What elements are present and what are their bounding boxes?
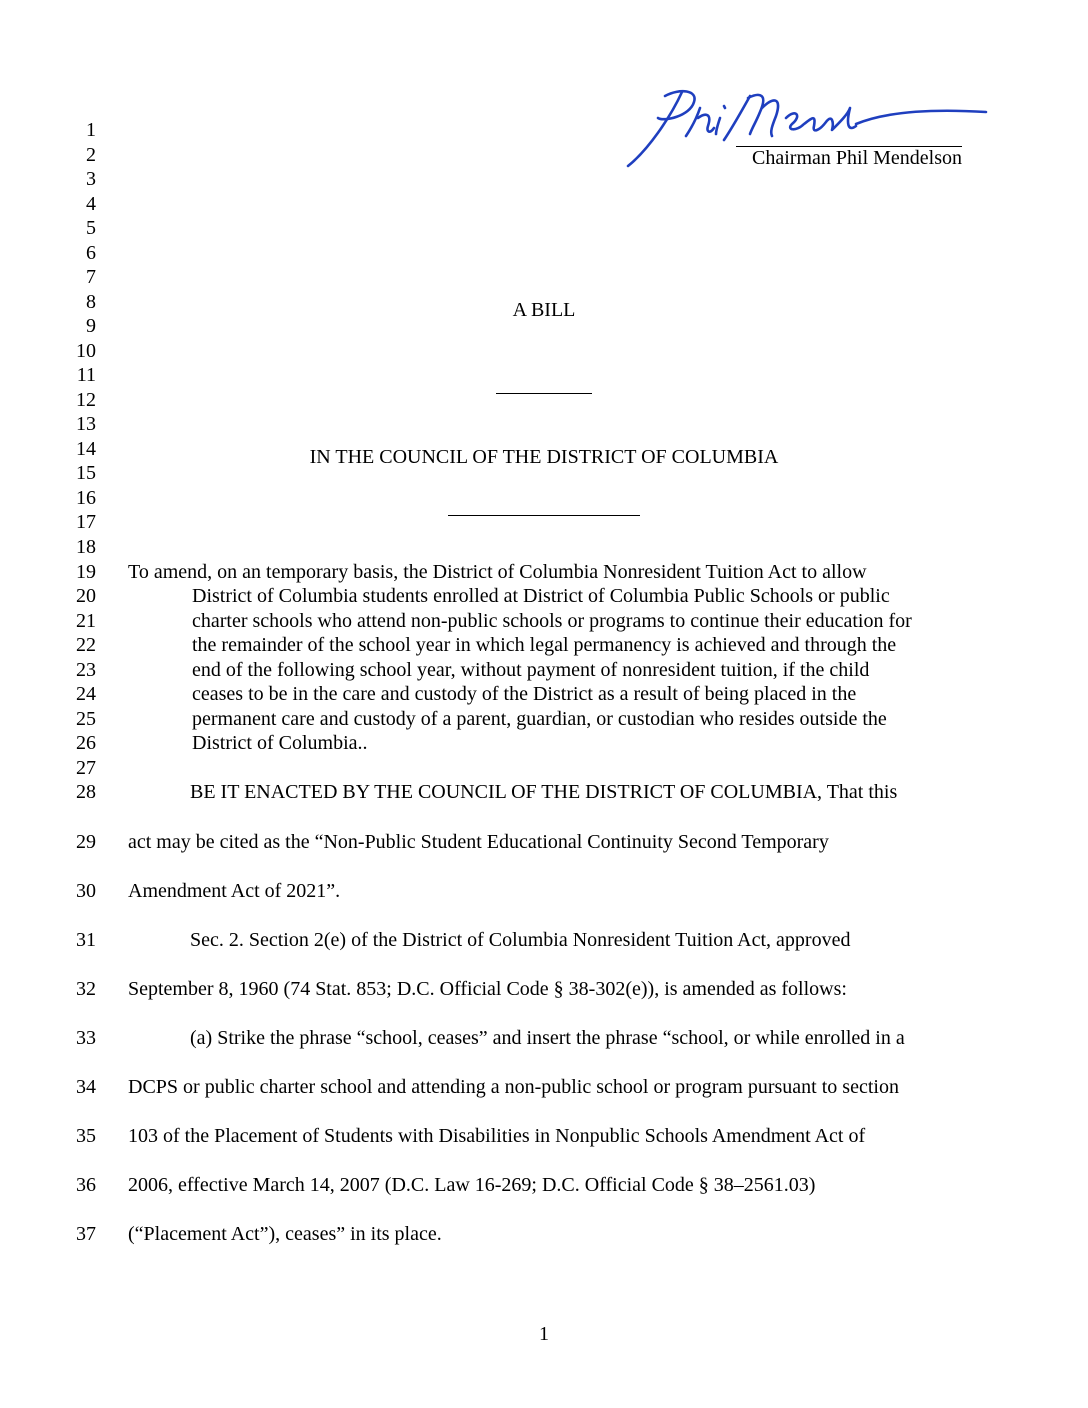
bill-heading: A BILL <box>512 299 576 321</box>
title-line: To amend, on an temporary basis, the District of Columbia Nonresident Tuition Act to allow <box>128 561 867 583</box>
line-number: 12 <box>76 389 96 411</box>
line-number: 4 <box>86 193 96 215</box>
council-signature-blank <box>448 515 640 516</box>
body-line: DCPS or public charter school and attending a non-public school or program pursuant to section <box>128 1076 899 1098</box>
line-number: 19 <box>76 561 96 583</box>
line-number: 5 <box>86 217 96 239</box>
body-line: BE IT ENACTED BY THE COUNCIL OF THE DISTRICT OF COLUMBIA, That this <box>190 781 898 803</box>
line-number: 26 <box>76 732 96 754</box>
line-number: 3 <box>86 168 96 190</box>
body-line: (“Placement Act”), ceases” in its place. <box>128 1223 442 1245</box>
line-number: 24 <box>76 683 96 705</box>
line-number: 25 <box>76 708 96 730</box>
title-line: end of the following school year, without payment of nonresident tuition, if the child <box>192 659 870 681</box>
line-number: 13 <box>76 413 96 435</box>
line-number: 22 <box>76 634 96 656</box>
line-number: 10 <box>76 340 96 362</box>
line-number: 30 <box>76 880 96 902</box>
title-line: ceases to be in the care and custody of the District as a result of being placed in the <box>192 683 857 705</box>
line-number: 31 <box>76 929 96 951</box>
body-line: act may be cited as the “Non-Public Student Educational Continuity Second Temporary <box>128 831 829 853</box>
line-number: 2 <box>86 144 96 166</box>
line-number: 11 <box>76 364 96 386</box>
line-number: 23 <box>76 659 96 681</box>
title-line: District of Columbia students enrolled at District of Columbia Public Schools or public <box>192 585 890 607</box>
page-number: 1 <box>539 1323 549 1345</box>
line-number: 21 <box>76 610 96 632</box>
body-line: 103 of the Placement of Students with Disabilities in Nonpublic Schools Amendment Act of <box>128 1125 866 1147</box>
signature-caption: Chairman Phil Mendelson <box>752 147 962 169</box>
line-number: 37 <box>76 1223 96 1245</box>
line-number: 18 <box>76 536 96 558</box>
body-line: 2006, effective March 14, 2007 (D.C. Law 16-269; D.C. Official Code § 38–2561.03) <box>128 1174 816 1196</box>
line-number: 20 <box>76 585 96 607</box>
line-number: 14 <box>76 438 96 460</box>
title-line: District of Columbia.. <box>192 732 368 754</box>
line-number: 16 <box>76 487 96 509</box>
body-line: Sec. 2. Section 2(e) of the District of Columbia Nonresident Tuition Act, approved <box>190 929 851 951</box>
line-number: 6 <box>86 242 96 264</box>
line-number: 8 <box>86 291 96 313</box>
line-number: 9 <box>86 315 96 337</box>
line-number: 1 <box>86 119 96 141</box>
title-line: charter schools who attend non-public schools or programs to continue their education for <box>192 610 912 632</box>
body-line: (a) Strike the phrase “school, ceases” and insert the phrase “school, or while enrolled in a <box>190 1027 905 1049</box>
line-number: 32 <box>76 978 96 1000</box>
line-number: 17 <box>76 511 96 533</box>
line-number: 35 <box>76 1125 96 1147</box>
line-number: 34 <box>76 1076 96 1098</box>
line-number: 36 <box>76 1174 96 1196</box>
body-line: Amendment Act of 2021”. <box>128 880 341 902</box>
title-line: permanent care and custody of a parent, guardian, or custodian who resides outside the <box>192 708 887 730</box>
line-number: 33 <box>76 1027 96 1049</box>
line-number: 28 <box>76 781 96 803</box>
line-number: 15 <box>76 462 96 484</box>
bill-number-blank <box>496 393 592 394</box>
line-number: 29 <box>76 831 96 853</box>
line-number: 7 <box>86 266 96 288</box>
line-number: 27 <box>76 757 96 779</box>
body-line: September 8, 1960 (74 Stat. 853; D.C. Official Code § 38-302(e)), is amended as follows: <box>128 978 847 1000</box>
council-heading: IN THE COUNCIL OF THE DISTRICT OF COLUMBIA <box>309 446 779 468</box>
title-line: the remainder of the school year in which legal permanency is achieved and through the <box>192 634 897 656</box>
